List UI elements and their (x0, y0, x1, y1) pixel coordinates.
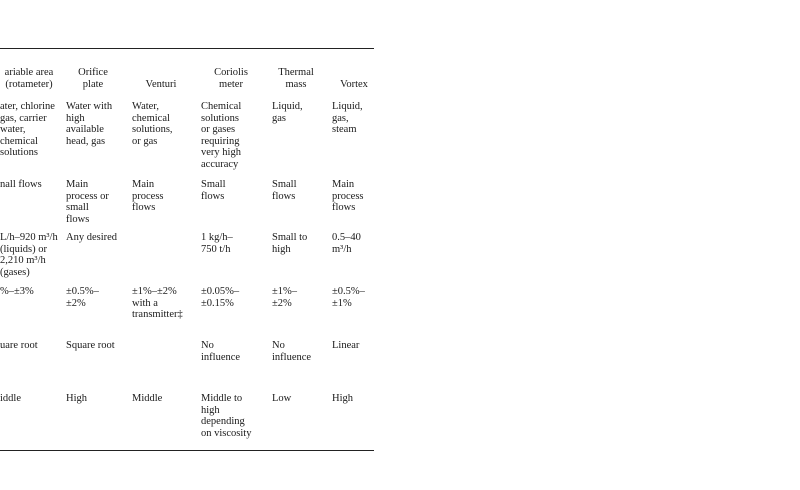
table-cell-r2-c3: Main process flows (132, 179, 164, 214)
table-cell-r4-c1: %–±3% (0, 286, 34, 297)
table-cell-r6-c1: iddle (0, 393, 21, 404)
table-cell-r5-c1: uare root (0, 340, 38, 351)
col-header-venturi: Venturi (145, 79, 177, 90)
col-header-coriolis-meter: Coriolis meter (214, 67, 248, 90)
table-cell-r1-c1: ater, chlorine gas, carrier water, chemical solutions (0, 101, 55, 159)
table-top-rule (0, 48, 374, 49)
table-cell-r6-c5: Low (272, 393, 292, 404)
table-cell-r6-c4: Middle to high depending on viscosity (201, 393, 252, 439)
table-cell-r2-c4: Small flows (201, 179, 226, 202)
table-cell-r5-c6: Linear (332, 340, 360, 351)
table-cell-r3-c6: 0.5–40 m³/h (332, 232, 361, 255)
table-cell-r3-c5: Small to high (272, 232, 308, 255)
col-header-orifice-plate: Orifice plate (78, 67, 108, 90)
table-cell-r3-c1: L/h–920 m³/h (liquids) or 2,210 m³/h (gases) (0, 232, 58, 278)
table-cell-r5-c5: No influence (272, 340, 312, 363)
table-cell-r2-c5: Small flows (272, 179, 297, 202)
col-header-vortex: Vortex (340, 79, 368, 90)
table-cell-r5-c2: Square root (66, 340, 115, 351)
table-cell-r1-c2: Water with high available head, gas (66, 101, 113, 147)
table-cell-r4-c3: ±1%–±2% with a transmitter‡ (132, 286, 183, 321)
table-cell-r4-c2: ±0.5%– ±2% (66, 286, 99, 309)
table-cell-r4-c5: ±1%– ±2% (272, 286, 298, 309)
table-cell-r2-c6: Main process flows (332, 179, 364, 214)
col-header-variable-area: ariable area (rotameter) (4, 67, 54, 90)
table-cell-r3-c2: Any desired (66, 232, 118, 243)
table-cell-r4-c4: ±0.05%– ±0.15% (201, 286, 240, 309)
table-cell-r4-c6: ±0.5%– ±1% (332, 286, 365, 309)
table-cell-r3-c4: 1 kg/h– 750 t/h (201, 232, 233, 255)
table-cell-r5-c4: No influence (201, 340, 241, 363)
table-cell-r6-c6: High (332, 393, 353, 404)
col-header-thermal-mass: Thermal mass (278, 67, 314, 90)
table-cell-r6-c2: High (66, 393, 87, 404)
table-cell-r6-c3: Middle (132, 393, 163, 404)
table-cell-r1-c6: Liquid, gas, steam (332, 101, 363, 136)
table-cell-r1-c3: Water, chemical solutions, or gas (132, 101, 173, 147)
table-cell-r1-c5: Liquid, gas (272, 101, 303, 124)
table-bottom-rule (0, 450, 374, 451)
table-cell-r2-c2: Main process or small flows (66, 179, 109, 225)
table-cell-r2-c1: nall flows (0, 179, 42, 190)
table-cell-r1-c4: Chemical solutions or gases requiring very high accuracy (201, 101, 242, 170)
